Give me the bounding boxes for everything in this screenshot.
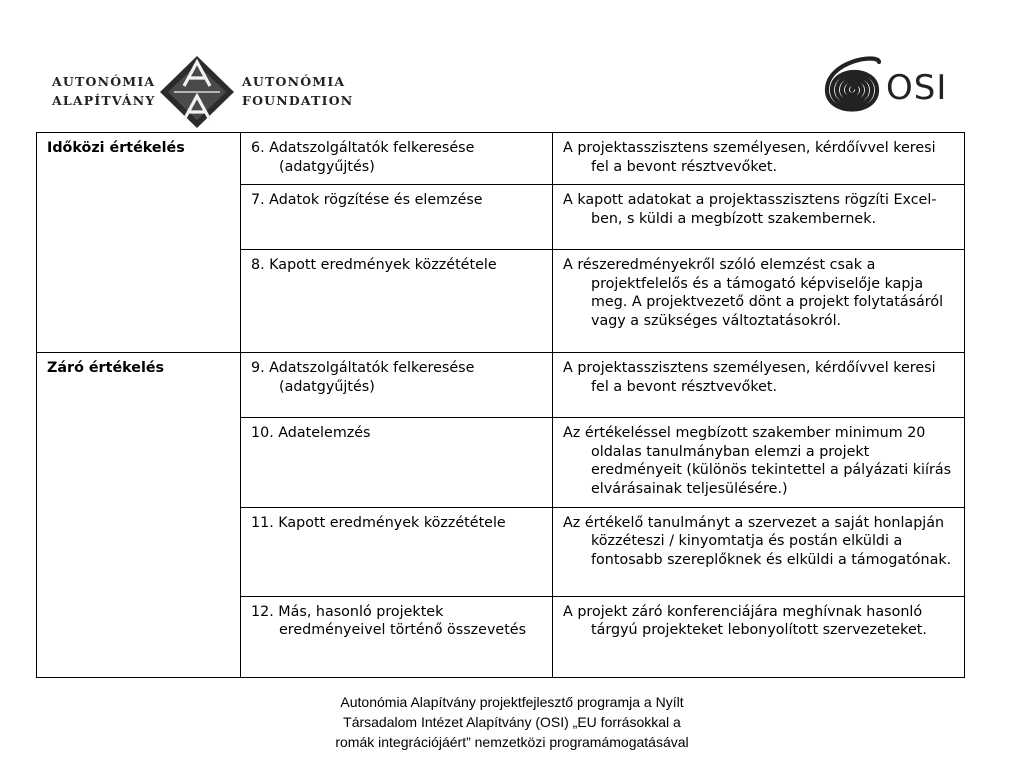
logo-text-line: FOUNDATION <box>242 93 354 108</box>
table-row <box>37 133 965 185</box>
autonomia-logo <box>52 56 354 128</box>
table-row <box>37 353 965 418</box>
footer-note <box>0 692 1024 752</box>
description-cell: A kapott adatokat a projektasszisztens rögzíti Excel-ben, s küldi a megbízott szakembernek. <box>553 185 965 250</box>
step-cell: 12. Más, hasonló projektek eredményeivel történő összevetés <box>241 596 553 677</box>
description-cell: A projektasszisztens személyesen, kérdőívvel keresi fel a bevont résztvevőket. <box>553 133 965 185</box>
phase-cell: Záró értékelés <box>37 353 241 677</box>
step-cell: 8. Kapott eredmények közzététele <box>241 250 553 353</box>
footer-line: romák integrációjáért” nemzetközi programámogatásával <box>335 734 689 750</box>
description-cell: Az értékelő tanulmányt a szervezet a saját honlapján közzéteszi / kinyomtatja és postán elküldi a fontosabb szereplőknek és elküldi a támogatónak. <box>553 507 965 596</box>
step-cell: 7. Adatok rögzítése és elemzése <box>241 185 553 250</box>
description-cell: Az értékeléssel megbízott szakember minimum 20 oldalas tanulmányban elemzi a projekt eredményeit (különös tekintettel a pályázati kiírás elvárásainak teljesülésére.) <box>553 418 965 507</box>
step-cell: 10. Adatelemzés <box>241 418 553 507</box>
logo-text-line: AUTONÓMIA <box>242 74 346 89</box>
logo-text-line: AUTONÓMIA <box>52 74 156 89</box>
step-cell: 6. Adatszolgáltatók felkeresése (adatgyűjtés) <box>241 133 553 185</box>
description-cell: A részeredményekről szóló elemzést csak a projektfelelős és a támogató képviselője kapja meg. A projektvezető dönt a projekt folytatásáról vagy a szükséges változtatásokról. <box>553 250 965 353</box>
osi-spiral-icon <box>822 48 882 132</box>
footer-line: Társadalom Intézet Alapítvány (OSI) „EU forrásokkal a <box>343 714 681 730</box>
description-cell: A projekt záró konferenciájára meghívnak hasonló tárgyú projekteket lebonyolított szervezeteket. <box>553 596 965 677</box>
logo-text-english <box>242 72 353 110</box>
step-cell: 9. Adatszolgáltatók felkeresése (adatgyűjtés) <box>241 353 553 418</box>
autonomia-emblem-icon <box>160 56 234 128</box>
osi-wordmark: OSI <box>886 68 948 108</box>
step-cell: 11. Kapott eredmények közzététele <box>241 507 553 596</box>
osi-logo <box>822 48 952 134</box>
description-cell: A projektasszisztens személyesen, kérdőívvel keresi fel a bevont résztvevőket. <box>553 353 965 418</box>
phase-cell: Időközi értékelés <box>37 133 241 353</box>
evaluation-table <box>36 132 965 678</box>
footer-line: Autonómia Alapítvány projektfejlesztő programja a Nyílt <box>340 694 684 710</box>
logo-text-hungarian <box>52 72 156 110</box>
logo-text-line: ALAPÍTVÁNY <box>52 93 156 108</box>
